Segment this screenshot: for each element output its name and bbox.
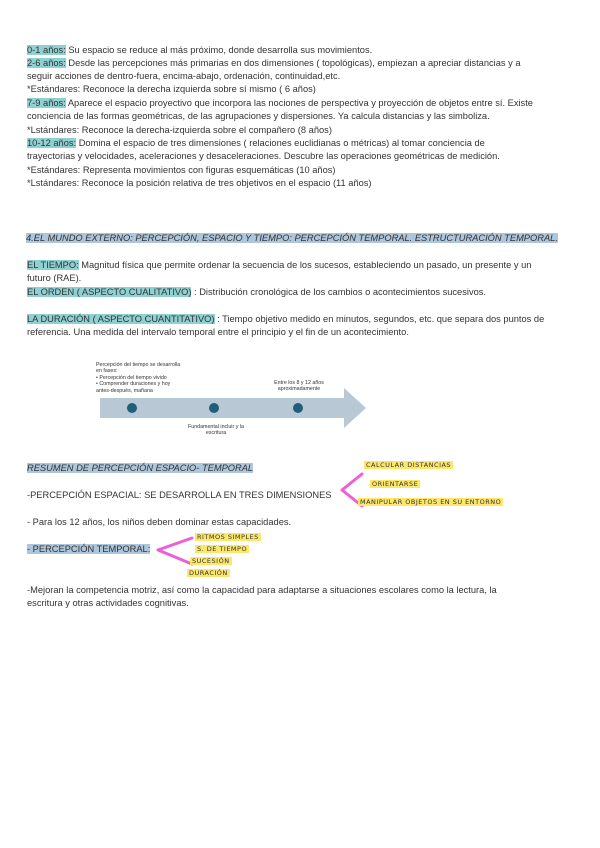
- note-orientarse: ORIENTARSE: [372, 480, 419, 488]
- tiempo-line: [27, 259, 531, 272]
- age-10-12-std2: *Lstándares: Reconoce la posición relativa de tres objetivos en el espacio (11 años): [27, 178, 372, 188]
- timeline-dot: [209, 403, 219, 413]
- duracion-label: LA DURACIÓN ( ASPECTO CUANTITATIVO): [27, 314, 215, 324]
- pink-bracket-icon: [152, 532, 194, 572]
- timeline-box1-item: • Comprender duraciones y hoy: [96, 381, 171, 388]
- final-paragraph-cont: escritura y otras actividades cognitivas.: [27, 598, 189, 608]
- note-manipular: MANIPULAR OBJETOS EN SU ENTORNO: [360, 498, 502, 506]
- age-text: Desde las percepciones más primarias en dos dimensiones ( topológicas), empiezan a apreciar distancias y a: [65, 58, 521, 68]
- duracion-text: : Tiempo objetivo medido en minutos, segundos, etc. que separa dos puntos de: [214, 314, 545, 324]
- doce-anos: - Para los 12 años, los niños deben dominar estas capacidades.: [27, 517, 292, 527]
- age-text: Aparece el espacio proyectivo que incorpora las nociones de perspectiva y proyección de objetos entre sí. Existe: [65, 98, 533, 108]
- percepcion-temporal-text: - PERCEPCIÓN TEMPORAL:: [27, 544, 151, 554]
- age-2-6-std: *Estándares: Reconoce la derecha izquierda sobre sí mismo ( 6 años): [27, 84, 316, 94]
- age-2-6-cont: seguir acciones de dentro-fuera, encima-abajo, ordenación, continuidad,etc.: [27, 71, 341, 81]
- note-duracion: DURACIÓN: [189, 569, 228, 577]
- age-0-1-line: [27, 44, 372, 57]
- section-heading: [22, 232, 562, 245]
- timeline-box1-item: antes-después, mañana: [96, 387, 153, 394]
- timeline-diagram: [92, 358, 368, 442]
- tiempo-cont: futuro (RAE).: [27, 273, 82, 283]
- age-10-12-std: *Estándares: Representa movimientos con figuras esquemáticas (10 años): [27, 165, 336, 175]
- note-sucesion: SUCESIÓN: [192, 557, 230, 565]
- timeline-box1: [96, 362, 186, 394]
- orden-text: : Distribución cronológica de los cambios o acontecimientos sucesivos.: [191, 287, 486, 297]
- age-label: 7-9 años:: [27, 98, 66, 108]
- timeline-box1-title: Percepción del tiempo se desarrolla en fases:: [96, 362, 181, 375]
- timeline-box2: Entre los 8 y 12 años aproximadamente: [274, 380, 324, 393]
- age-10-12-cont: trayectorias y velocidades, aceleraciones y desaceleraciones. Descubre las operaciones geométricas de medición.: [27, 151, 500, 161]
- duracion-line: [27, 313, 544, 326]
- note-ritmos: RITMOS SIMPLES: [197, 533, 259, 541]
- note-tiempo: S. DE TIEMPO: [197, 545, 248, 553]
- age-label: 2-6 años:: [27, 58, 66, 68]
- percepcion-temporal: [27, 543, 150, 556]
- timeline-dot: [127, 403, 137, 413]
- age-2-6-line: [27, 57, 521, 70]
- timeline-box3: Fundamental incluir y la escritura: [188, 424, 244, 437]
- section-heading-text: 4.EL MUNDO EXTERNO: PERCEPCIÓN, ESPACIO Y TIEMPO: PERCEPCIÓN TEMPORAL. ESTRUCTURACIÓN TEMPORAL.: [26, 233, 558, 243]
- age-10-12-line: [27, 137, 485, 150]
- age-text: Domina el espacio de tres dimensiones ( relaciones euclidianas o métricas) al tomar conciencia de: [76, 138, 485, 148]
- orden-line: [27, 286, 486, 299]
- tiempo-label: EL TIEMPO:: [27, 260, 79, 270]
- timeline-dot: [293, 403, 303, 413]
- timeline-box1-item: • Percepción del tiempo vivido: [96, 374, 167, 381]
- note-calcular: CALCULAR DISTANCIAS: [366, 461, 452, 469]
- resumen-heading-text: RESUMEN DE PERCEPCIÓN ESPACIO- TEMPORAL: [27, 463, 254, 473]
- resumen-heading: [27, 462, 253, 475]
- percepcion-espacial: -PERCEPCIÓN ESPACIAL: SE DESARROLLA EN TRES DIMENSIONES: [27, 490, 332, 500]
- duracion-cont: referencia. Una medida del intervalo temporal entre el principio y el fin de un acontecimiento.: [27, 327, 409, 337]
- age-7-9-cont: conciencia de las formas geométricas, de las agrupaciones y dispersiones. Ya calcula distancias y las simboliza.: [27, 111, 490, 121]
- orden-label: EL ORDEN ( ASPECTO CUALITATIVO): [27, 287, 192, 297]
- age-text: Su espacio se reduce al más próximo, donde desarrolla sus movimientos.: [65, 45, 373, 55]
- age-7-9-line: [27, 97, 533, 110]
- age-label: 0-1 años:: [27, 45, 66, 55]
- age-label: 10-12 años:: [27, 138, 77, 148]
- age-7-9-std: *Lstándares: Reconoce la derecha-izquierda sobre el compañero (8 años): [27, 125, 332, 135]
- final-paragraph: -Mejoran la competencia motriz, así como la capacidad para adaptarse a situaciones escolares como la lectura, la: [27, 585, 497, 595]
- tiempo-text: Magnitud física que permite ordenar la secuencia de los sucesos, estableciendo un pasado, un presente y un: [78, 260, 532, 270]
